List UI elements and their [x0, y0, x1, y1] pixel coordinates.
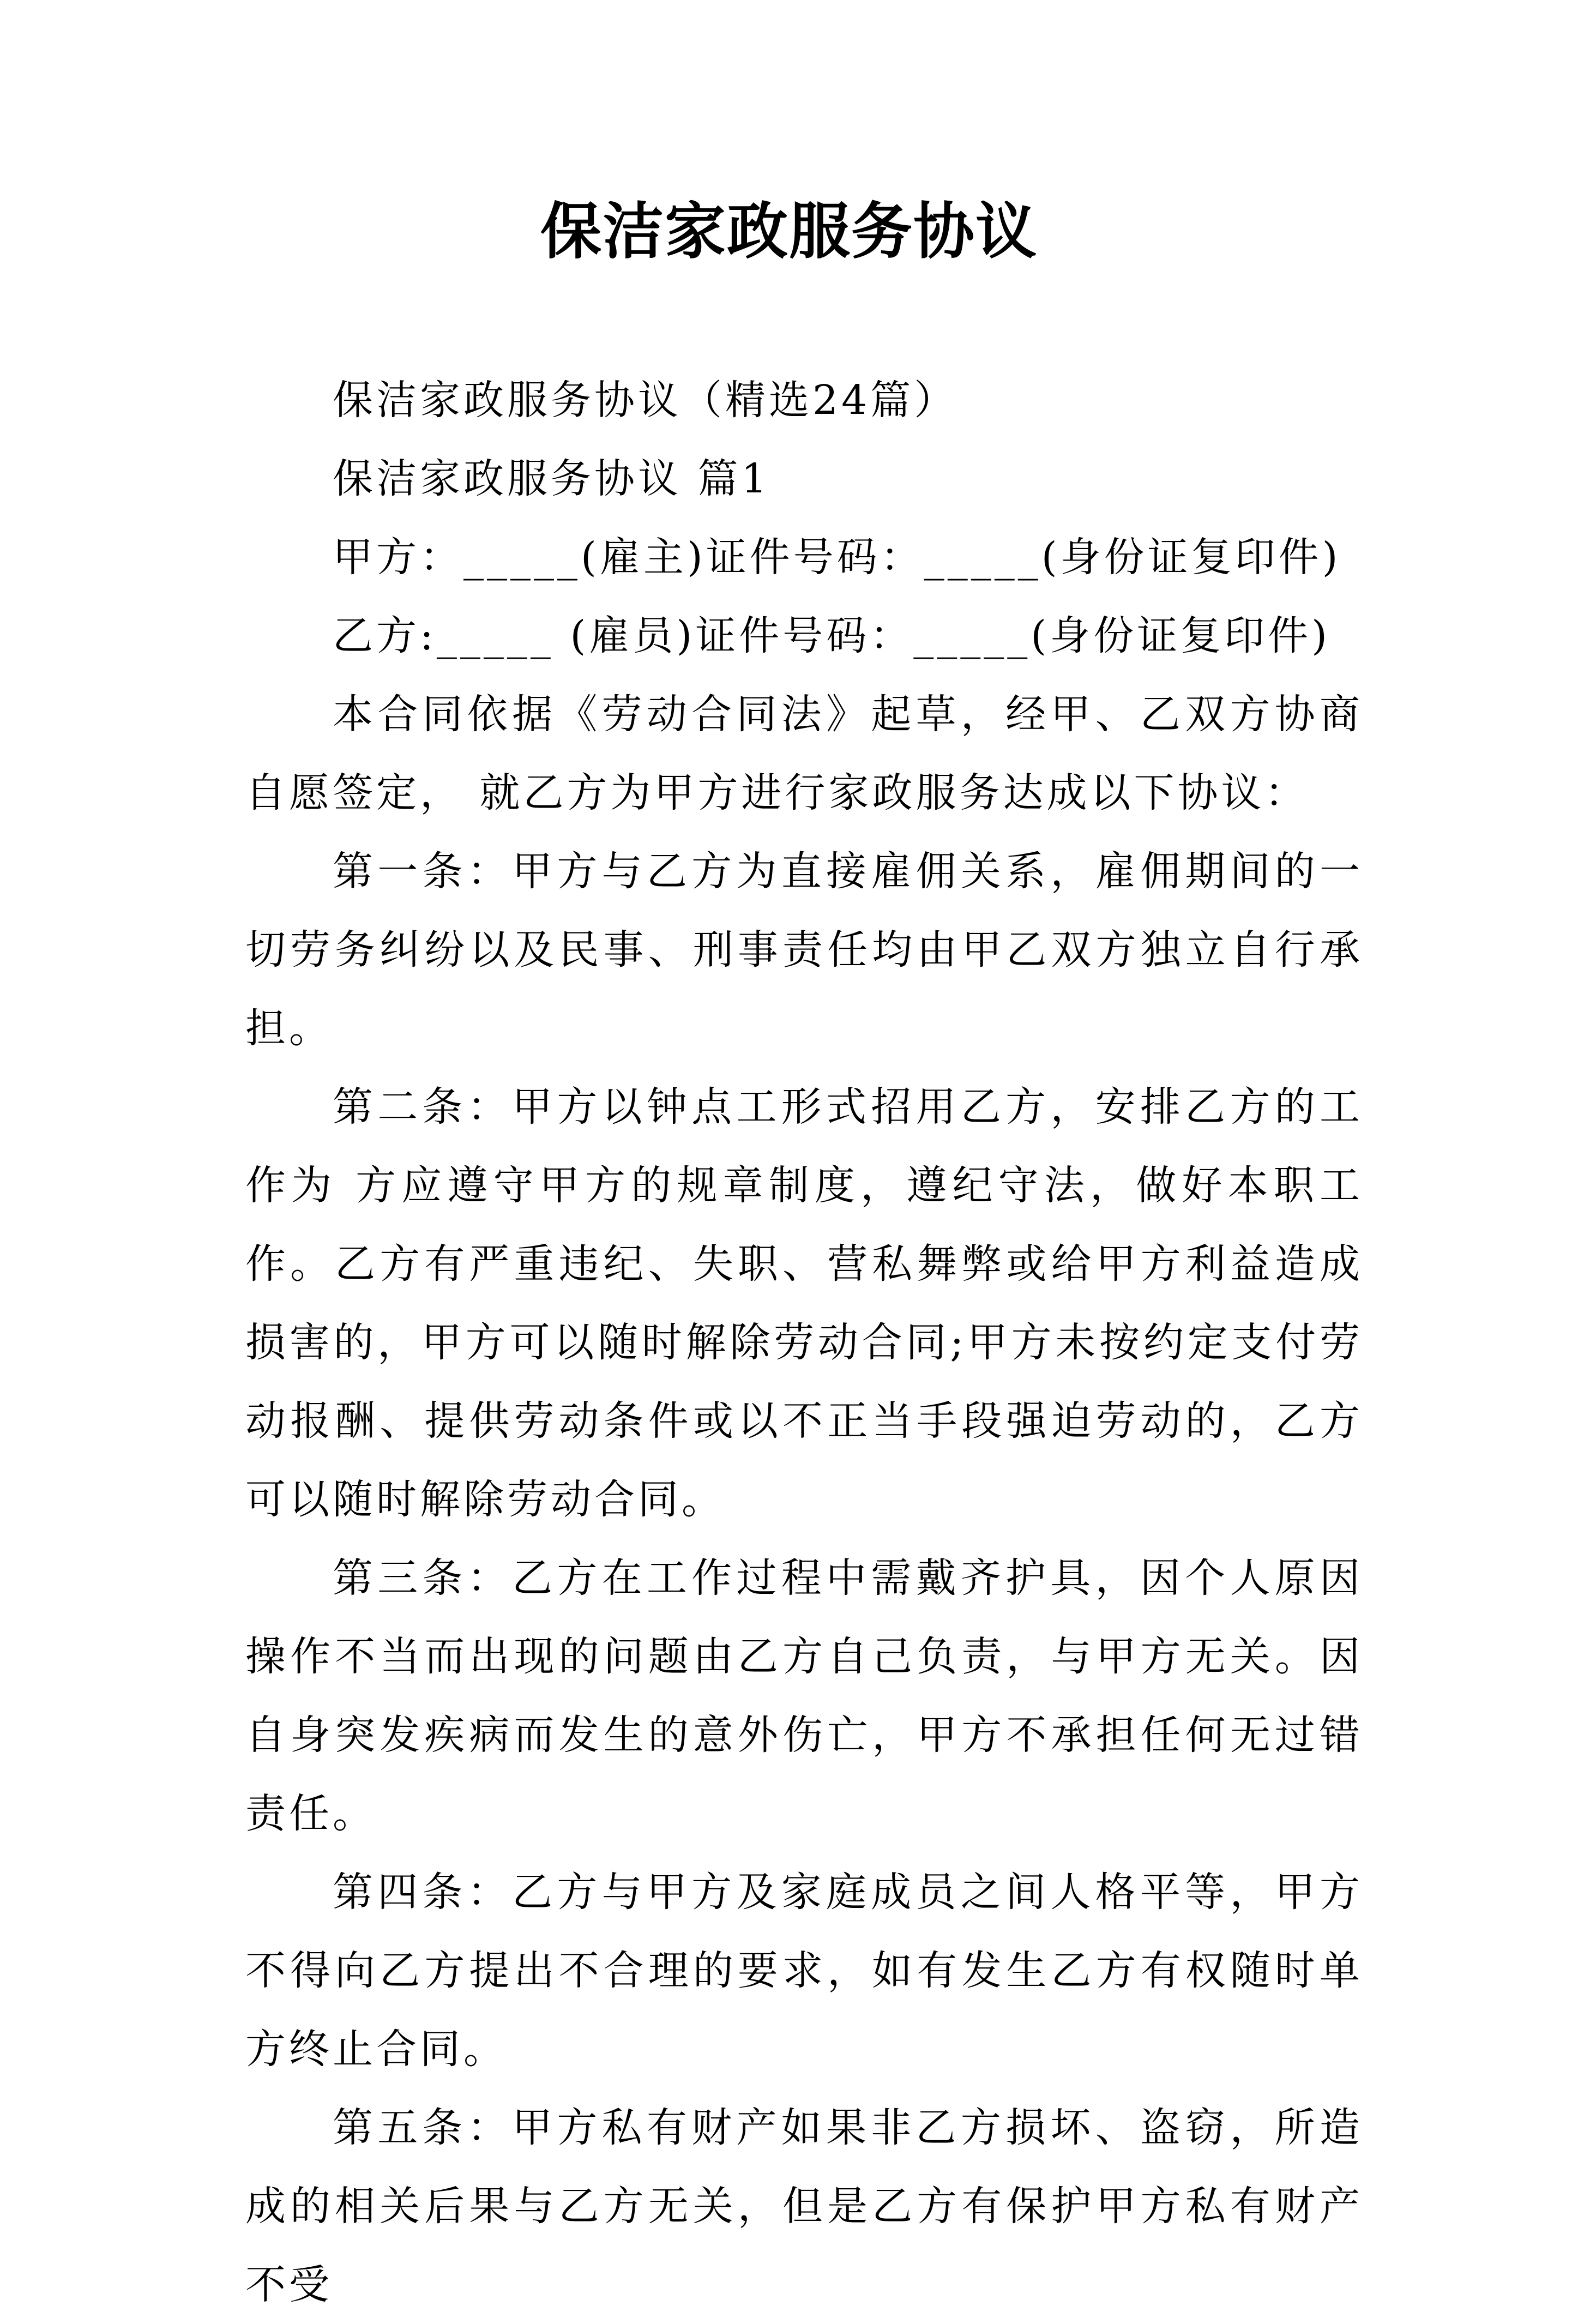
paragraph-party-a: 甲方：_____(雇主)证件号码：_____(身份证复印件): [333, 534, 1341, 581]
paragraph-subtitle: 保洁家政服务协议（精选24篇）: [333, 377, 958, 424]
paragraph-section-heading: 保洁家政服务协议 篇1: [333, 455, 770, 502]
paragraph-article-5: 第五条：甲方私有财产如果非乙方损坏、盗窃，所造成的相关后果与乙方无关，但是乙方有保护甲方私有财产不受: [245, 2104, 1363, 2308]
paragraph-preamble: 本合同依据《劳动合同法》起草，经甲、乙双方协商自愿签定， 就乙方为甲方进行家政服务达成以下协议：: [245, 691, 1363, 816]
paragraph-party-b: 乙方:_____ (雇员)证件号码：_____(身份证复印件): [333, 612, 1330, 659]
document-body: [245, 361, 1363, 2324]
paragraph-article-2: 第二条：甲方以钟点工形式招用乙方，安排乙方的工作为 方应遵守甲方的规章制度，遵纪守法，做好本职工作。乙方有严重违纪、失职、营私舞弊或给甲方利益造成损害的，甲方可以随时解除劳动合同;甲方未按约定支付劳动报酬、提供劳动条件或以不正当手段强迫劳动的，乙方可以随时解除劳动合同。: [245, 1083, 1363, 1523]
document-title: 保洁家政服务协议: [540, 196, 1038, 267]
paragraph-article-3: 第三条：乙方在工作过程中需戴齐护具，因个人原因操作不当而出现的问题由乙方自己负责，与甲方无关。因自身突发疾病而发生的意外伤亡，甲方不承担任何无过错责任。: [245, 1555, 1363, 1837]
paragraph-article-1: 第一条：甲方与乙方为直接雇佣关系，雇佣期间的一切劳务纠纷以及民事、刑事责任均由甲乙双方独立自行承担。: [245, 848, 1363, 1052]
paragraph-article-4: 第四条：乙方与甲方及家庭成员之间人格平等，甲方不得向乙方提出不合理的要求，如有发生乙方有权随时单方终止合同。: [245, 1869, 1363, 2073]
